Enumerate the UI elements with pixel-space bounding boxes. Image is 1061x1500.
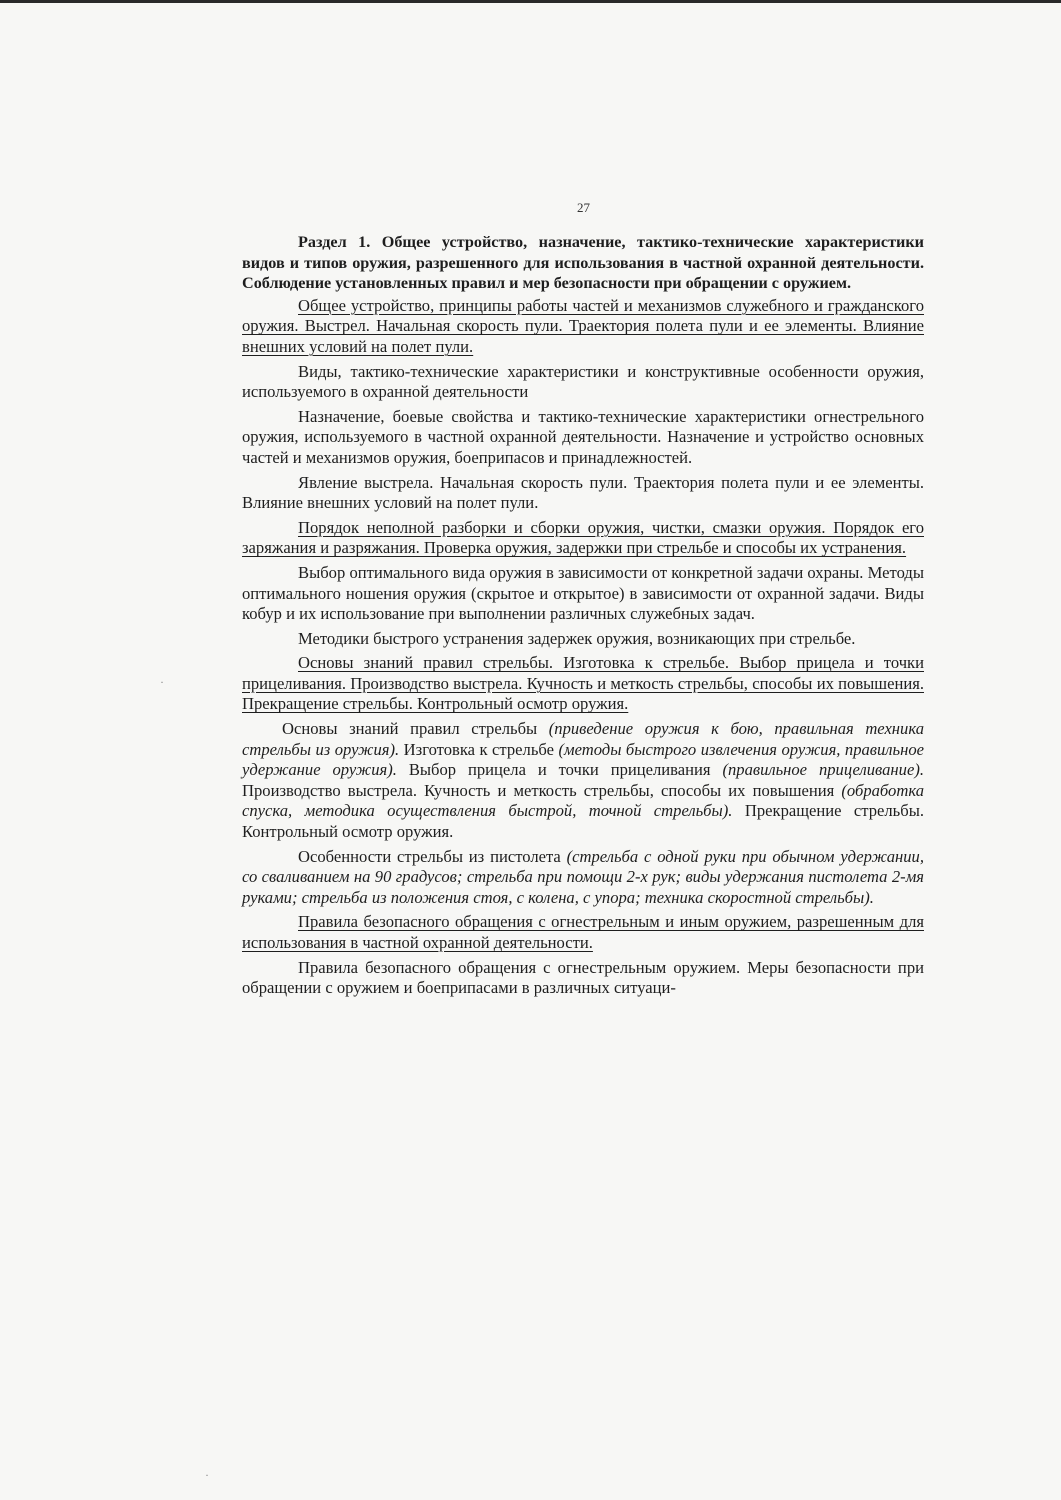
text-run: Производство выстрела. Кучность и меткость стрельбы, способы их повышения: [242, 780, 842, 800]
topic-paragraph-safe-handling: Правила безопасного обращения с огнестрельным и иным оружием, разрешенным для использования в частной охранной деятельности.: [242, 912, 924, 952]
topic-paragraph-weapon-design: Общее устройство, принципы работы частей и механизмов служебного и гражданского оружия. Выстрел. Начальная скорость пули. Траектория полета пули и ее элементы. Влияние внешних условий на полет пули.: [242, 295, 924, 356]
topic-paragraph-disassembly: Порядок неполной разборки и сборки оружия, чистки, смазки оружия. Порядок его заряжания и разряжания. Проверка оружия, задержки при стрельбе и способы их устранения.: [242, 517, 924, 558]
italic-run: (стрельба с одной руки при обычном удержании, со сваливанием на 90 градусов; стрельба при помощи 2-х рук; виды удержания пистолета 2-мя руками; стрельба из положения стоя, с колена, с упора; техника скоростной стрельбы).: [242, 846, 924, 907]
scan-top-edge: [0, 0, 1061, 3]
document-body: [242, 232, 924, 1003]
italic-run: (правильное прицеливание).: [722, 760, 924, 780]
paragraph-shooting-rules-detail: [242, 719, 924, 843]
text-run: Особенности стрельбы из пистолета: [298, 846, 567, 866]
paragraph-weapon-choice: Выбор оптимального вида оружия в зависимости от конкретной задачи охраны. Методы оптимального ношения оружия (скрытое и открытое) в зависимости от охранной задачи. Виды кобур и их использование при выполнении различных служебных задач.: [242, 562, 924, 624]
paragraph-pistol-shooting: [242, 847, 924, 909]
text-run: Основы знаний правил стрельбы: [282, 719, 549, 739]
text-run: Выбор прицела и точки прицеливания: [396, 760, 723, 780]
section-heading: Раздел 1. Общее устройство, назначение, тактико-технические характеристики видов и типов оружия, разрешенного для использования в частной охранной деятельности. Соблюдение установленных правил и мер безопасности при обращении с оружием.: [242, 233, 924, 293]
italic-run: (приведение оружия к бою, правильная техника стрельбы из оружия).: [242, 719, 924, 759]
paragraph-jam-clearing: Методики быстрого устранения задержек оружия, возникающих при стрельбе.: [298, 628, 856, 648]
paragraph-firearm-purpose: Назначение, боевые свойства и тактико-технические характеристики огнестрельного оружия, используемого в частной охранной деятельности. Назначение и устройство основных частей и механизмов оружия, боеприпасов и принадлежностей.: [242, 406, 924, 467]
scan-speck: ·: [160, 675, 164, 689]
text-run: Изготовка к стрельбе: [399, 739, 559, 759]
italic-run: (методы быстрого извлечения оружия, правильное удержание оружия).: [242, 739, 924, 780]
paragraph-weapon-types: Виды, тактико-технические характеристики и конструктивные особенности оружия, используемого в охранной деятельности: [242, 361, 924, 402]
paragraph-shot-phenomenon: Явление выстрела. Начальная скорость пули. Траектория полета пули и ее элементы. Влияние внешних условий на полет пули.: [242, 472, 924, 513]
page-number: 27: [577, 200, 590, 215]
topic-paragraph-shooting-rules: Основы знаний правил стрельбы. Изготовка к стрельбе. Выбор прицела и точки прицеливания. Производство выстрела. Кучность и меткость стрельбы, способы их повышения. Прекращение стрельбы. Контрольный осмотр оружия.: [242, 653, 924, 714]
paragraph-safe-handling-rules: Правила безопасного обращения с огнестрельным оружием. Меры безопасности при обращении с оружием и боеприпасами в различных ситуаци-: [242, 957, 924, 998]
italic-run: (обработка спуска, методика осуществления быстрой, точной стрельбы).: [242, 780, 924, 821]
text-run: Прекращение стрельбы. Контрольный осмотр оружия.: [242, 801, 924, 842]
scan-speck: ·: [205, 1468, 209, 1482]
